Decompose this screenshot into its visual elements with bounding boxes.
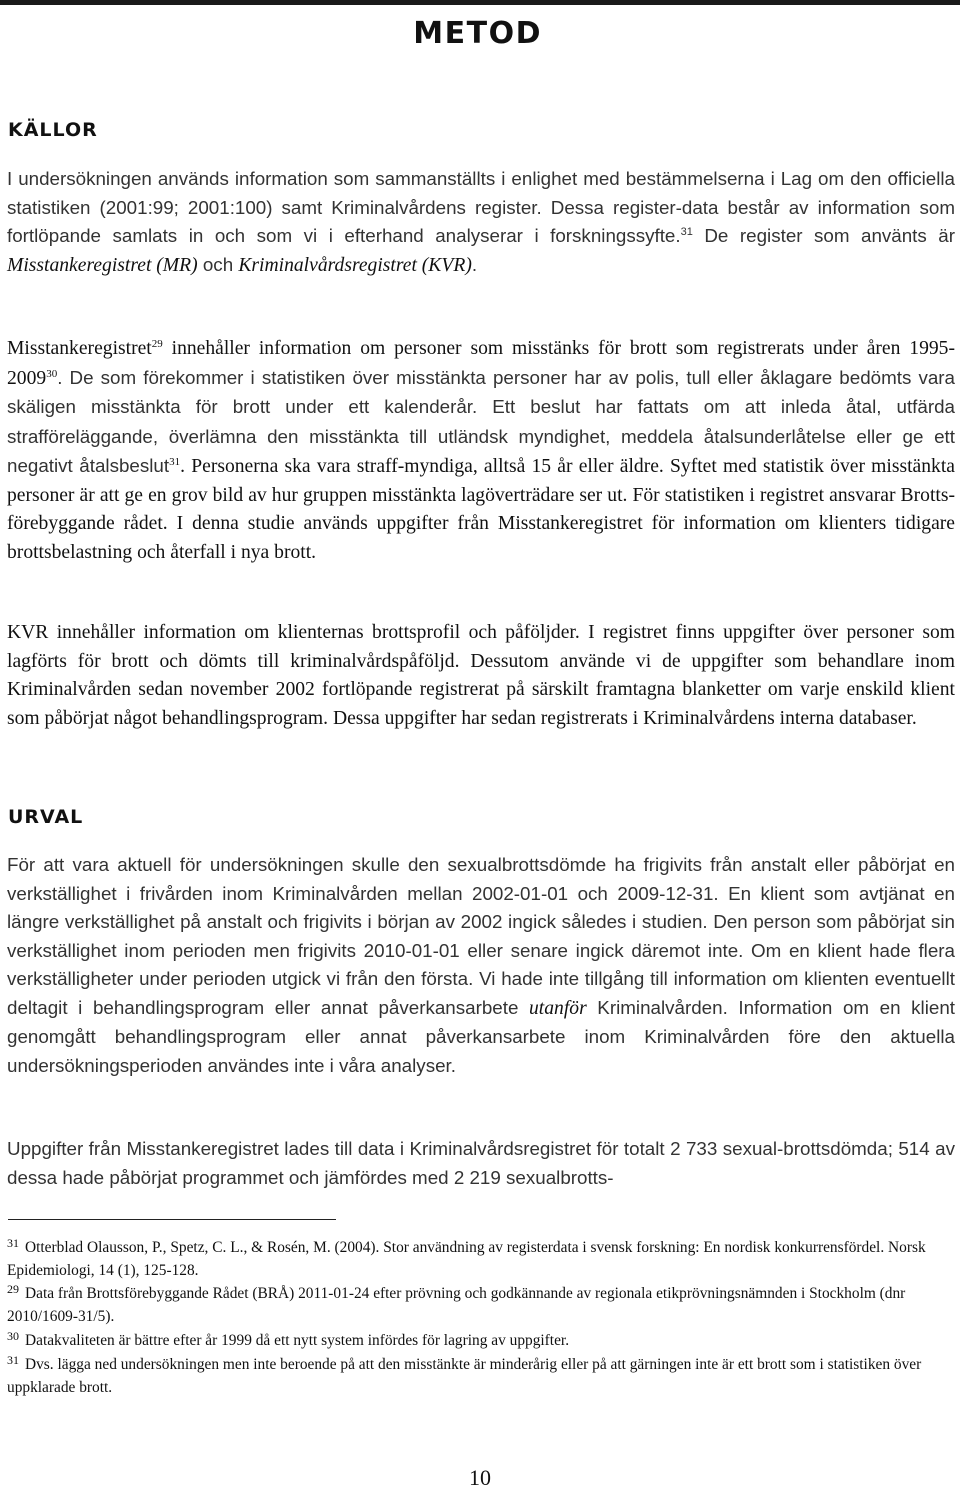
footnote-31b xyxy=(7,1353,953,1399)
register-name-mr: Misstankeregistret (MR) xyxy=(7,254,198,276)
register-name-kvr: Kriminalvårdsregistret (KVR) xyxy=(238,254,472,276)
kallor-p1-text-a: I undersökningen används information som sammanställts i enlighet med bestämmelserna i Lag om den officiella statistiken (2001:99; 2001:100) samt Kriminalvårdens register. Dessa register-data består av information som fortlöpande samlats in och som vi i efterhand analyserar i forskningssyfte. xyxy=(7,168,955,246)
footnote-text: Otterblad Olausson, P., Spetz, C. L., & Rosén, M. (2004). Stor användning av registerdata i svensk forskning: En nordisk konkurrensfördel. Norsk Epidemiologi, 14 (1), 125-128. xyxy=(7,1239,926,1279)
emphasis-utanfor: utanför xyxy=(529,997,587,1019)
footnote-ref: 29 xyxy=(151,338,163,350)
footnote-29 xyxy=(7,1282,953,1328)
kallor-p1-text-d: . xyxy=(471,253,478,275)
section-heading-urval: URVAL xyxy=(8,806,84,828)
kallor-p2-text-d: . Personerna ska vara straff-myndiga, alltså 15 år eller äldre. Syftet med statistik över misstänkta personer är att ge en grov bild av hur gruppen misstänkta lagöverträdare ser ut. För statistiken i registret ansvarar Brotts-förebyggande rådet. I denna studie används uppgifter från Misstankeregistret för information om klienters tidigare brottsbelastning och återfall i nya brott. xyxy=(7,456,955,563)
kallor-paragraph-1 xyxy=(7,165,955,280)
footnote-text: Dvs. lägga ned undersökningen men inte beroende på att den misstänkte är minderårig eller på att gärningen inte är ett brott som i statistiken över uppklarade brott. xyxy=(7,1356,922,1396)
kallor-p2-text-b: innehåller information om personer som misstänks för brott som registrerats under åren 1995-2009 xyxy=(7,338,955,389)
footnote-number: 31 xyxy=(7,1353,19,1367)
footnote-separator xyxy=(8,1219,336,1220)
footnote-31a xyxy=(7,1236,953,1282)
footnote-number: 31 xyxy=(7,1236,19,1250)
kallor-p1-text-c: och xyxy=(197,253,239,275)
page-number: 10 xyxy=(469,1465,491,1490)
section-heading-kallor: KÄLLOR xyxy=(8,119,98,141)
kallor-p2-text-a: Misstankeregistret xyxy=(7,338,152,359)
footnote-ref: 31 xyxy=(169,456,181,468)
kallor-paragraph-3: KVR innehåller information om klienternas brottsprofil och påföljder. I registret finns uppgifter över personer som lagförts för brott och dömts till kriminalvårdspåföljd. Dessutom använde vi de uppgifter som behandlare inom Kriminalvården sedan november 2002 fortlöpande registrerat på särskilt framtagna blanketter om varje enskild klient som påbörjat något behandlingsprogram. Dessa uppgifter har sedan registrerats i Kriminalvårdens interna databaser. xyxy=(7,622,955,729)
header-rule xyxy=(0,0,960,5)
footnote-text: Data från Brottsförebyggande Rådet (BRÅ) 2011-01-24 efter prövning och godkännande av regionala etikprövningsnämnden i Stockholm (dnr 2010/1609-31/5). xyxy=(7,1285,906,1325)
kallor-paragraph-2 xyxy=(7,335,955,567)
footnote-ref: 31 xyxy=(680,226,693,238)
urval-paragraph-2: Uppgifter från Misstankeregistret lades till data i Kriminalvårdsregistret för totalt 2 733 sexual-brottsdömda; 514 av dessa hade påbörjat programmet och jämfördes med 2 219 sexualbrotts- xyxy=(7,1138,955,1188)
urval-paragraph-1 xyxy=(7,851,955,1080)
kallor-p2-text-c: . De som förekommer i statistiken över misstänkta personer har av polis, tull eller åklagare bedömts vara skäligen misstänkta för brott under ett kalenderår. Ett beslut har fattats om att inleda åtal, utfärda strafföreläggande, överlämna den misstänkta till utländsk myndighet, meddela åtalsunderlåtelse eller ge ett negativt åtalsbeslut xyxy=(7,366,955,476)
footnote-text: Datakvaliteten är bättre efter år 1999 då ett nytt system infördes för lagring av uppgifter. xyxy=(25,1332,570,1349)
kallor-p1-text-b: De register som använts är xyxy=(692,225,956,246)
urval-p1-text-a: För att vara aktuell för undersökningen skulle den sexualbrottsdömde ha frigivits från anstalt eller påbörjat en verkställighet i frivården inom Kriminalvården mellan 2002-01-01 och 2009-12-31. En klient som avtjänat en längre verkställighet på anstalt och frigivits i början av 2002 ingick således i studien. Den person som påbörjat sin verkställighet inom perioden men frigivits 2010-01-01 eller senare ingick däremot inte. Om en klient hade flera verkställigheter under perioden utgick vi från den första. Vi hade inte tillgång till information om klienten eventuellt deltagit i behandlingsprogram eller annat påverkansarbete xyxy=(7,854,955,1018)
footnote-number: 29 xyxy=(7,1282,19,1296)
footnote-30 xyxy=(7,1329,953,1352)
footnote-ref: 30 xyxy=(46,367,58,380)
footnote-number: 30 xyxy=(7,1329,19,1343)
page-title: METOD xyxy=(413,16,542,51)
urval-p1-text-b: Kriminalvården. Information om en klient genomgått behandlingsprogram eller annat påverkansarbete inom Kriminalvården före den aktuella undersökningsperioden användes inte i våra analyser. xyxy=(7,996,955,1076)
